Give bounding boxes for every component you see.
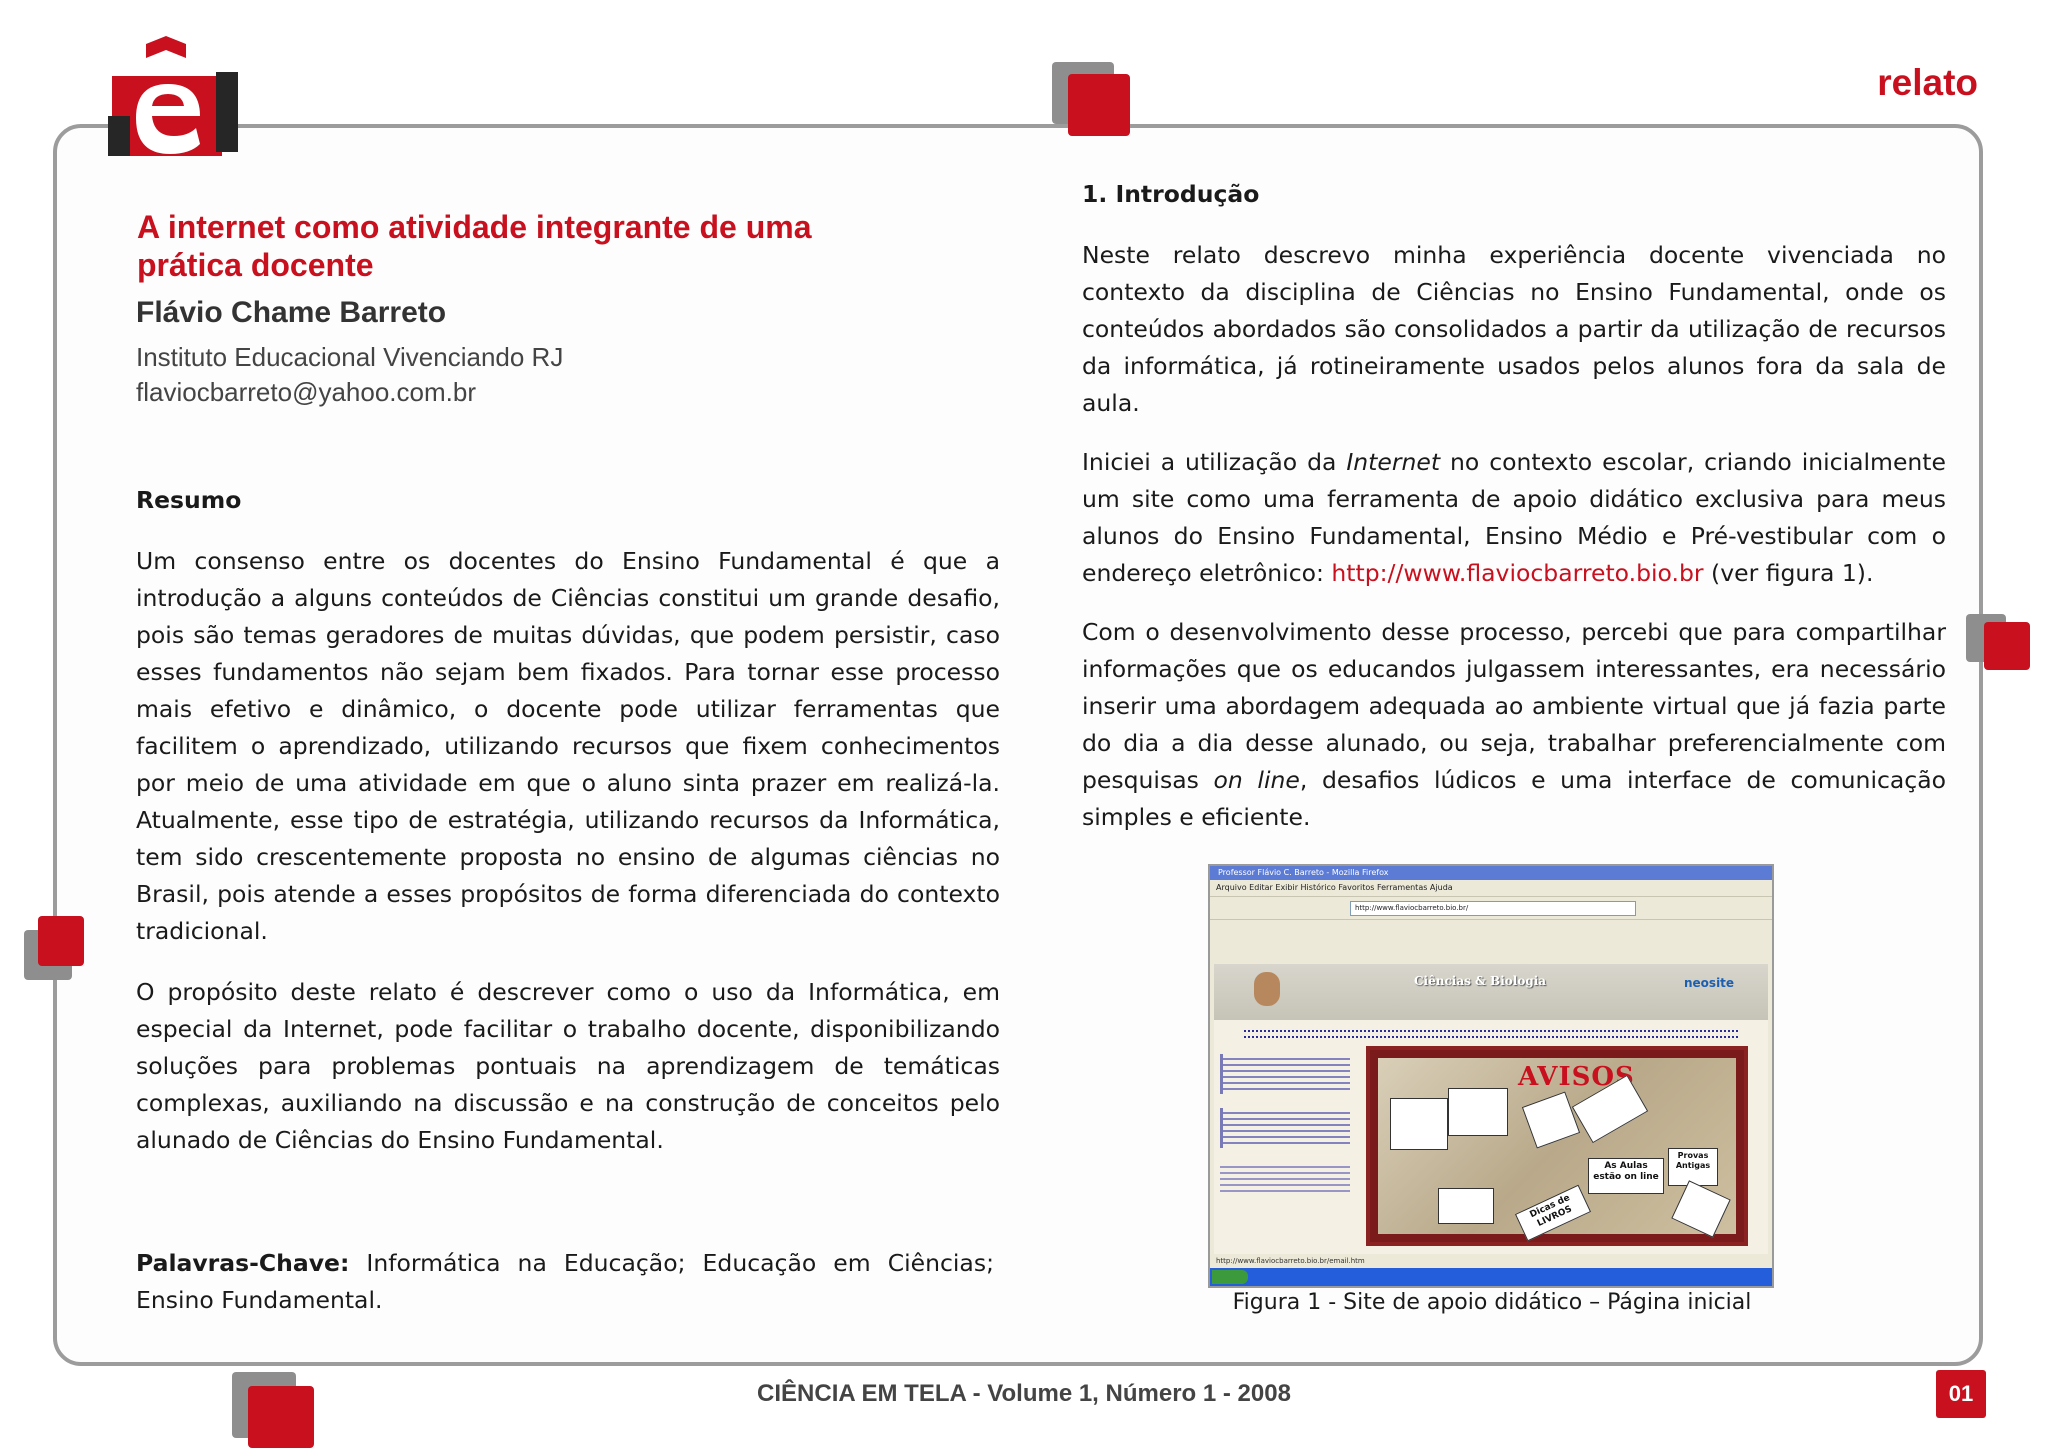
text-run-italic: on line	[1213, 766, 1300, 794]
notice-board	[1366, 1046, 1748, 1246]
browser-menu: Arquivo Editar Exibir Histórico Favoritos Ferramentas Ajuda	[1210, 880, 1772, 896]
figure-caption: Figura 1 - Site de apoio didático – Página inicial	[1232, 1290, 1752, 1315]
notice-card	[1390, 1098, 1448, 1150]
abstract-paragraph-2: O propósito deste relato é descrever como o uso da Informática, em especial da Internet, pode facilitar o trabalho docente, disponibilizando soluções para problemas pontuais na aprendizagem de temáticas complexas, auxiliando na discussão e na construção de conceitos pelo alunado de Ciências do Ensino Fundamental.	[136, 978, 1000, 1154]
article-title: A internet como atividade integrante de uma prática docente	[137, 209, 812, 283]
site-banner-title: Ciências & Biologia	[1414, 974, 1547, 988]
text-run: Com o desenvolvimento desse processo, percebi que para compartilhar informações que os educandos julgassem interessantes, era necessário inserir uma abordagem adequada ao ambiente virtual que já fazia parte do dia a dia desse alunado, ou seja, trabalhar preferencialmente com pesquisas	[1082, 618, 1946, 794]
page-number: 01	[1936, 1370, 1986, 1418]
introduction-heading: 1. Introdução	[1082, 180, 1260, 208]
introduction-paragraph-1: Neste relato descrevo minha experiência docente vivenciada no contexto da disciplina de Ciências no Ensino Fundamental, onde os conteúdos abordados são consolidados a partir da utilização de recursos da informática, já rotineiramente usados pelos alunos fora da sala de aula.	[1082, 241, 1946, 417]
notice-board-inner	[1378, 1058, 1736, 1234]
profile-photo	[1254, 972, 1280, 1006]
sidebar-text-block	[1220, 1108, 1350, 1148]
decor-square	[1068, 74, 1130, 136]
bookmarks-bar	[1210, 919, 1772, 938]
start-button	[1212, 1270, 1248, 1284]
journal-footer: CIÊNCIA EM TELA - Volume 1, Número 1 - 2008	[757, 1380, 1291, 1407]
site-banner	[1214, 964, 1768, 1020]
site-nav-links	[1244, 1030, 1738, 1038]
browser-status-bar: http://www.flaviocbarreto.bio.br/email.htm	[1210, 1254, 1774, 1268]
journal-logo	[108, 36, 242, 156]
keywords-list: Informática na Educação; Educação em Ciências; Ensino Fundamental.	[136, 1249, 994, 1314]
site-brand: neosite	[1684, 976, 1735, 990]
notice-card-livros: Dicas de LIVROS	[1515, 1185, 1591, 1242]
abstract-paragraph-1: Um consenso entre os docentes do Ensino Fundamental é que a introdução a alguns conteúdos de Ciências constitui um grande desafio, pois são temas geradores de muitas dúvidas, que podem persistir, caso esses fundamentos não sejam bem fixados. Para tornar esse processo mais efetivo e dinâmico, o docente pode utilizar ferramentas que facilitem o aprendizado, utilizando recursos que fixem conhecimentos por meio de uma atividade em que o aluno sinta prazer em realizá-la. Atualmente, esse tipo de estratégia, utilizando recursos da Informática, tem sido crescentemente proposta no ensino de algumas ciências no Brasil, pois atende a esses propósitos de forma diferenciada do contexto tradicional.	[136, 547, 1000, 945]
author-name: Flávio Chame Barreto	[136, 296, 447, 329]
browser-toolbar	[1210, 896, 1772, 919]
introduction-paragraph-2	[1082, 444, 1946, 592]
sidebar-text-block	[1220, 1054, 1350, 1094]
text-run: , desafios lúdicos e uma interface de comunicação simples e eficiente.	[1082, 766, 1946, 831]
keywords	[136, 1245, 994, 1319]
figure-1-screenshot	[1208, 864, 1774, 1288]
keywords-label: Palavras-Chave:	[136, 1249, 350, 1277]
windows-taskbar	[1210, 1268, 1774, 1286]
site-nav	[1214, 1024, 1768, 1042]
text-run: (ver figura 1).	[1703, 559, 1874, 587]
notice-card	[1438, 1188, 1494, 1224]
author-affiliation	[136, 340, 563, 410]
notice-card	[1448, 1088, 1508, 1136]
notice-card-provas: Provas Antigas	[1668, 1148, 1718, 1186]
author-email: flaviocbarreto@yahoo.com.br	[136, 377, 476, 407]
institution: Instituto Educacional Vivenciando RJ	[136, 342, 564, 372]
introduction-paragraph-3	[1082, 614, 1946, 836]
notice-card	[1671, 1180, 1730, 1238]
address-bar: http://www.flaviocbarreto.bio.br/	[1350, 901, 1636, 916]
text-run: no contexto escolar, criando inicialmente um site como uma ferramenta de apoio didático exclusiva para meus alunos do Ensino Fundamental, Ensino Médio e Pré-vestibular com o endereço eletrônico:	[1082, 448, 1946, 587]
window-title: Professor Flávio C. Barreto - Mozilla Firefox	[1210, 866, 1772, 880]
text-run: Iniciei a utilização da	[1082, 448, 1347, 476]
decor-square	[1984, 622, 2030, 670]
notice-board-title: AVISOS	[1518, 1062, 1635, 1092]
site-sidebar	[1220, 1054, 1350, 1244]
notice-card	[1522, 1091, 1580, 1148]
abstract-heading: Resumo	[136, 486, 242, 514]
section-tag: relato	[1877, 62, 1978, 103]
text-run-italic: Internet	[1346, 448, 1441, 476]
notice-card-aulas: As Aulas estão on line	[1588, 1158, 1664, 1194]
abstract-section	[136, 482, 1000, 1159]
decor-square	[38, 916, 84, 966]
sidebar-text-block	[1220, 1162, 1350, 1192]
introduction-section	[1082, 176, 1946, 836]
site-page	[1214, 964, 1768, 1256]
site-link[interactable]: http://www.flaviocbarreto.bio.br	[1331, 559, 1704, 587]
